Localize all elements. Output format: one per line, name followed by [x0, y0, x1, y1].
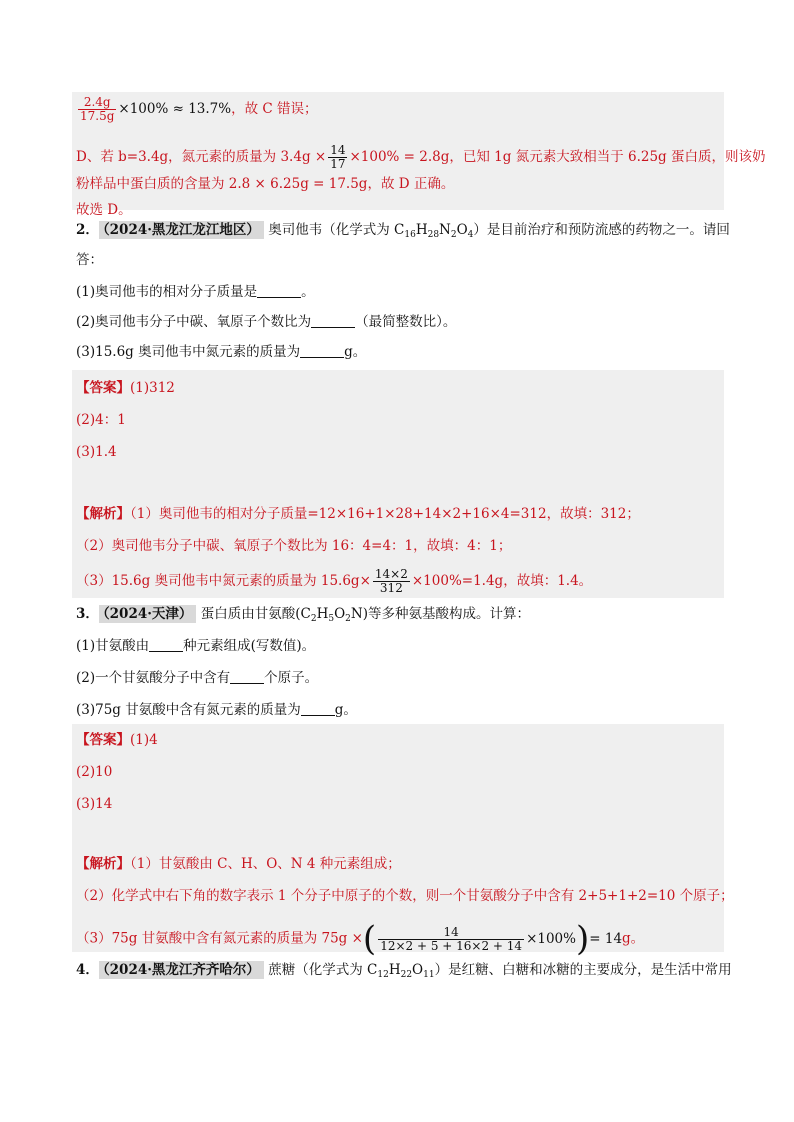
- fraction: $\frac{2.4g}{17.5g}$: [80, 95, 115, 123]
- solution-block-q1: $\frac{2.4g}{17.5g}$ ×100% ≈ 13.7%，故 C 错误； D、若 b=3.4g，氮元素的质量为 3.4g × $\frac{14}{17}$ ×100% = 2.8g，已知 1g 氮元素大致相当于 6.25g 蛋白质，则该奶 粉样品中蛋白质的含量为 2.8 × 6.25g = 17.5g，故 D 正确。 故选 D。: [72, 92, 724, 210]
- page-content: [72, 92, 766, 992]
- source-tag: （2024·天津）: [99, 605, 197, 623]
- answer-block-q3: 【答案】(1)4 (2)10 (3)14 【解析】（1）甘氨酸由 C、H、O、N 4 种元素组成； （2）化学式中右下角的数字表示 1 个分子中原子的个数，则一个甘氨酸分子中含有 2+5+1+2=10 个原子； （3）75g 甘氨酸中含有氮元素的质量为 75g ×( $\frac{14}{12\times 2 + 5 + 16\times 2 + 14}$ ×100%)= 14g。: [72, 724, 724, 952]
- question-2: 2． （2024·黑龙江龙江地区） 奥司他韦（化学式为 $C_{16}H_{28}N_2O_4$）是目前治疗和预防流感的药物之一。请回 答： (1)奥司他韦的相对分子质量是 。 (2)奥司他韦分子中碳、氧原子个数比为 （最简整数比）。 (3)15.6g 奥司他韦中氮元素的质量为 g。: [76, 222, 730, 360]
- source-tag: （2024·黑龙江龙江地区）: [99, 221, 264, 239]
- source-tag: （2024·黑龙江齐齐哈尔）: [99, 961, 264, 979]
- answer-block-q2: 【答案】(1)312 (2)4：1 (3)1.4 【解析】（1）奥司他韦的相对分子质量=12×16+1×28+14×2+16×4=312，故填：312； （2）奥司他韦分子中碳、氧原子个数比为 16：4=4：1，故填：4：1； （3）15.6g 奥司他韦中氮元素的质量为 15.6g× $\frac{14\times 2}{312}$ ×100%=1.4g，故填：1.4。: [72, 370, 724, 598]
- question-3: 3． （2024·天津） 蛋白质由甘氨酸$(C_2H_5O_2N)$等多种氨基酸构成。计算： (1)甘氨酸由 种元素组成(写数值)。 (2)一个甘氨酸分子中含有 个原子。 (3)75g 甘氨酸中含有氮元素的质量为 g。: [76, 606, 530, 718]
- question-4: 4． （2024·黑龙江齐齐哈尔） 蔗糖（化学式为 $C_{12}H_{22}O_{11}$）是红糖、白糖和冰糖的主要成分，是生活中常用: [76, 962, 732, 980]
